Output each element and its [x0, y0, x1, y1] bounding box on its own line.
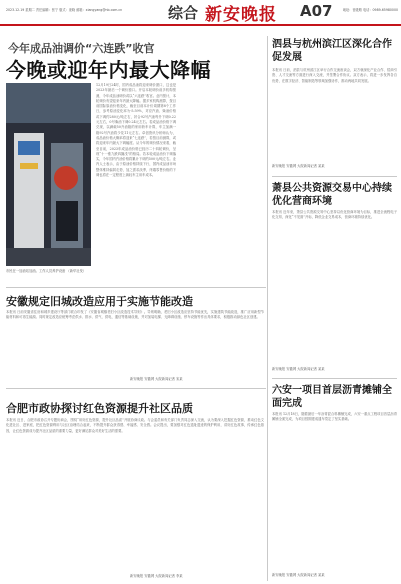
article-text-2: 本报讯 近日，合肥市政协召开专题协商会，围绕“用好红色资源，提升社区品质”开展协商议政。与会委员和有关部门负责同志深入交流，认为要深入挖掘红色资源，推动红色文化进社区、进家庭，把红色资源利用与社区治理结合起来，不断提升群众获得感、幸福感、安全感。会议提出，要加强对红色遗址遗迹的保护利用，讲好红色故事，传承红色基因，让红色资源成为提升社区品质的重要力量，更好满足群众对美好生活的需要。	[6, 418, 264, 433]
brief-body-1	[272, 68, 397, 160]
brief-credit-1: 新安晚报 安徽网 大皖新闻记者 某某	[272, 164, 325, 168]
brief-credit-2: 新安晚报 安徽网 大皖新闻记者 某某	[272, 367, 325, 371]
article-title-1: 安徽规定旧城改造应用于实施节能改造	[6, 295, 193, 308]
divider	[272, 378, 397, 379]
brief-body-3	[272, 412, 397, 567]
article-body-2	[6, 418, 264, 570]
column-filler	[180, 83, 264, 143]
lead-body-col-1	[96, 83, 176, 265]
brief-title-1: 泗县与杭州滨江区深化合作促发展	[272, 39, 392, 63]
lead-body: 12月19日24时，国内成品油将迎来调价窗口，这也是2023年最后一个调价窗口。开启本轮调价前多机构预测，今年成品油调价或以“六连跌”收官。业内预计，本轮调价有望迎来年内最大降幅。据多家机构测算，按目前国际原油价格变化，截至目前本计价周期第8个工作日，参考原油变化率为-5.59%，对应汽油、柴油价格或下调约280元/吨左右，折合92号汽油每升下调0.22元左右，0号柴油下调0.24元左右。若成品油价格下调兑现，以满载50升油箱的家用轿车计算，车主加满一箱92号汽油将少花11元左右。卓创资讯分析师认为，成品油价格大概率将迎来“七连跌”，若按目前测算，或将迎来年内最大下调幅度。从今年的调价情况来看，截至目前，2023年成品油价格已经历二十四轮调价，呈现“十一涨九跌四搁浅”的格局。若本轮成品油价下调落实，今年国内汽油价格将累计下调约500元/吨左右。业内人士表示，由于原油价格持续下行，国内成品油市场整体维持偏弱走势，加之需求淡季，终端零售价格的下调也将在一定程度上减轻车主用车成本。	[96, 83, 176, 178]
article-title-2: 合肥市政协探讨红色资源提升社区品质	[6, 402, 193, 415]
brief-title-2: 萧县公共资源交易中心持续优化营商环境	[272, 183, 392, 207]
photo-caption	[6, 268, 264, 273]
lead-headline: 今晚或迎年内最大降幅	[6, 58, 211, 82]
brief-text-3: 本报讯 12月18日，随着最后一车沥青混合料摊铺完成，六安一重点工程项目首层沥青摊铺全面完成，为项目按期建成通车奠定了坚实基础。	[272, 412, 397, 422]
lead-body-col-2	[180, 83, 264, 265]
gas-station-photo	[6, 83, 91, 266]
header-meta-right: 地址：晋级路 电话：0989-65980000	[342, 8, 398, 12]
article-credit-2: 新安晚报 安徽网 大皖新闻记者 李某	[130, 574, 183, 578]
page-header	[0, 0, 401, 26]
header-meta-left: 2023.12.19 星期二 责任编辑：张宁 版式：庞晓 邮箱：xiangyang@nb.com.cn	[6, 8, 123, 12]
brief-text-2: 本报讯 近年来，萧县公共资源交易中心坚持以优化营商环境为目标，推进全流程电子化交易，深化“不见面”开标，降低企业交易成本，营商环境持续优化。	[272, 210, 397, 220]
column-divider	[267, 36, 268, 581]
lead-kicker: 今年成品油调价“六连跌”收官	[8, 42, 155, 55]
divider	[272, 176, 397, 177]
divider	[6, 287, 266, 288]
newspaper-logo: 新安晚报	[205, 5, 277, 25]
photo-caption-text: 市民在一加油站加油。工作人员养护设备	[6, 269, 66, 273]
page-number: A07	[300, 2, 333, 20]
brief-text-1: 本报讯 日前，泗县与杭州滨江区举行合作交流座谈会，双方就深化产业合作、招商引资、人才交流等方面进行深入交流，并签署合作协议。双方表示，将进一步发挥各自优势，在数字经济、智能制造等领域加强协作，推动两地共同发展。	[272, 68, 397, 83]
brief-title-3: 六安一项目首层沥青摊铺全面完成	[272, 385, 392, 409]
photo-credit: （新华社发）	[66, 269, 87, 273]
brief-credit-3: 新安晚报 安徽网 大皖新闻记者 某某	[272, 573, 325, 577]
article-body-1	[6, 310, 264, 372]
brief-body-2	[272, 210, 397, 360]
article-credit-1: 新安晚报 安徽网 大皖新闻记者 宋某	[130, 377, 183, 381]
article-text-1: 本报讯 日前安徽省住房和城乡建设厅等部门联合印发了《安徽省城镇老旧小区改造技术导则》。导则明确，老旧小区改造应坚持节能优先，实施建筑节能改造，推广应用新型节能材料和可再生能源。同时规定改造应统筹考虑供水、排水、供气、供电、通信等基础设施，并对加装电梯、无障碍设施、停车设施等作出具体要求，积极推动绿色社区创建。	[6, 310, 264, 320]
section-name: 综合	[168, 4, 199, 22]
divider	[6, 388, 266, 389]
